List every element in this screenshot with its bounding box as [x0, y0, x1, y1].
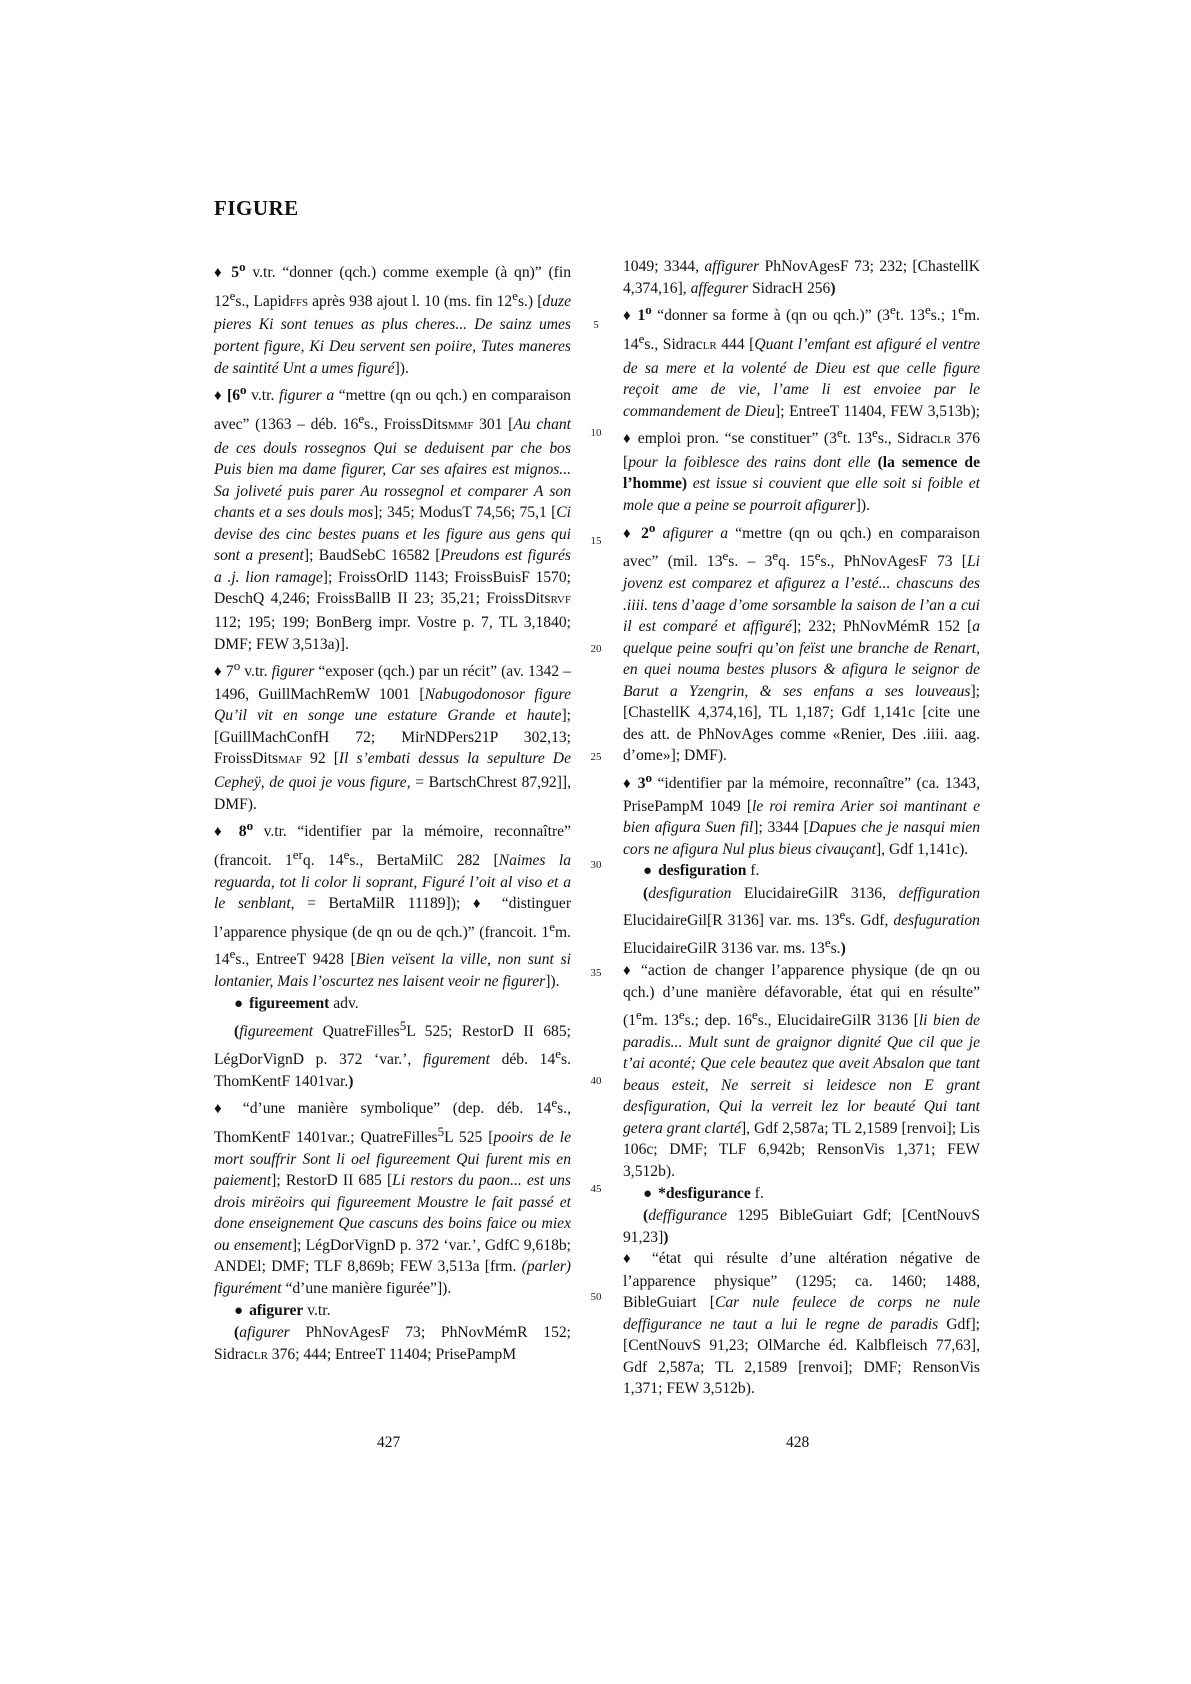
citation-quote: duze pieres Ki sont tenues as plus cheres... De sainz umes portent figure, Ki Deu servent sen poiire, Tutes maneres de saintité Unt a umes figuré — [214, 292, 571, 377]
forms-figureement: (figureement QuatreFilles$^5$L 525; RestorD II 685; LégDorVignD p. 372 ‘var.’, figurement déb. 14es. ThomKentF 1401var.) — [214, 1018, 572, 1090]
sense-label: [6$^o$ — [227, 382, 247, 405]
line-number: 10 — [590, 427, 602, 439]
line-number: 40 — [590, 1075, 602, 1087]
bullet-icon: ● — [643, 1185, 653, 1202]
sense-label: 2$^o$ — [641, 519, 656, 542]
forms-desfigurance: (deffigurance 1295 BibleGuiart Gdf; [CentNouvS 91,23]) — [623, 1207, 980, 1246]
left-column — [214, 256, 571, 1367]
line-number: 35 — [590, 967, 602, 979]
small-diamond-icon: ♦ — [472, 896, 490, 913]
subentry-headword: afigurer — [249, 1301, 304, 1319]
bullet-icon: ● — [234, 995, 244, 1012]
afigurer-sense-1: ♦ 1$^o$ “donner sa forme à (qn ou qch.)” (3et. 13es.; 1em. 14es., SidracLR 444 [Quant l’emfant est afiguré el ventre de sa mere et la volenté de Dieu est que celle figure reçoit ame de vie, l’ame li est envoiee par le commandement de Dieu]; EntreeT 11404, FEW 3,513b); ♦ emploi pron. “se constituer” (3et. 13es., SidracLR 376 [pour la foiblesce des rains dont elle (la semence de l’homme) est issue si couvient que elle soit si foible et mole que a peine se pourroit afigurer]). — [623, 302, 981, 515]
sense-6: ♦ [6$^o$ v.tr. figurer a “mettre (qn ou qch.) en comparaison avec” (1363 – déb. 16es., FroissDitsMMF 301 [Au chant de ces douls rossegnos Qui se deduisent par che bos Puis bien ma dame figurer, Car ses afaires est mignos... Sa joliveté puis parer Au rossegnol et comparer A son chants et a ses douls mos]; 345; ModusT 74,56; 75,1 [Ci devise des cinc bestes puans et les figure aus gens qui sont a present]; BaudSebC 16582 [Preudons est figurés a .j. lion ramage]; FroissOrlD 1143; FroissBuisF 1570; DeschQ 4,246; FroissBallB II 23; 35,21; FroissDitsRVF 112; 195; 199; BonBerg impr. Vostre p. 7, TL 3,1840; DMF; FEW 3,513a)]. — [214, 382, 572, 653]
afigurer-sense-3: ♦ 3$^o$ “identifier par la mémoire, reconnaître” (ca. 1343, PrisePampM 1049 [le roi remira Arier soi mantinant e bien afigura Suen fil]; 3344 [Dapues che je nasqui mien cors ne afigura Nul plus bieus civauçant], Gdf 1,141c). — [623, 769, 981, 858]
sense-8: ♦ 8$^o$ v.tr. “identifier par la mémoire, reconnaître” (francoit. 1erq. 14es., BertaMilC 282 [Naimes la reguarda, tot li color li soprant, Figuré l’oit al viso et a le senblant, = BertaMilR 11189]); ♦ “distinguer l’apparence physique (de qn ou de qch.)” (francoit. 1em. 14es., EntreeT 9428 [Bien veïsent la ville, non sunt si lontanier, Mais l’oscurtez nes laisent veoir ne figurer]). — [214, 818, 572, 991]
subentry-figureement: ● figureement adv. — [234, 994, 359, 1012]
def-desfiguration: ♦ “action de changer l’apparence physique (de qn ou qch.) d’une manière défavorable, état qui en résulte” (1em. 13es.; dep. 16es., ElucidaireGilR 3136 [li bien de paradis... Mult sunt de graignor dignité Que cil que je t’ai aconté; Que cele beautez que aveit Absalon que tant beaus esteit, Ne serreit si leidesce non E grant desfiguration, Qui la verreit lez lor beauté Qui tant getera grant clarté], Gdf 2,587a; TL 2,1589 [renvoi]; Lis 106c; DMF; TLF 6,942b; RensonVis 1,371; FEW 3,512b). — [623, 961, 980, 1181]
forms-afigurer-cont: 1049; 3344, affigurer PhNovAgesF 73; 232; [ChastellK 4,374,16], affegurer SidracH 256) — [623, 258, 980, 297]
small-diamond-icon: ♦ — [623, 431, 633, 448]
subentry-desfigurance: ● *desfigurance f. — [643, 1184, 764, 1202]
diamond-icon: ♦ — [214, 824, 229, 841]
def-figureement: ♦ “d’une manière symbolique” (dep. déb. 14es., ThomKentF 1401var.; QuatreFilles$^5$L 525 [pooirs de le mort souffrir Sont li oel figureement Qui furent mis en paiement]; RestorD II 685 [Li restors du paon... est uns drois mirëoirs qui figureement Moustre le fait passé et done enseignement Que cascuns des boins faice ou miex ou ensement]; LégDorVignD p. 372 ‘var.’, GdfC 9,618b; ANDEl; DMF; TLF 8,869b; FEW 3,513a [frm. (parler) figurément “d’une manière figurée”]). — [214, 1095, 572, 1297]
sense-label: 3$^o$ — [637, 769, 653, 793]
page-title: FIGURE — [214, 196, 299, 220]
subentry-afigurer: ● afigurer v.tr. — [234, 1301, 331, 1319]
line-number: 15 — [590, 535, 602, 547]
right-column — [623, 256, 980, 1400]
bullet-icon: ● — [643, 863, 653, 880]
diamond-icon: ♦ — [623, 525, 634, 542]
afigurer-sense-2: ♦ 2$^o$ afigurer a “mettre (qn ou qch.) en comparaison avec” (mil. 13es. – 3eq. 15es., PhNovAgesF 73 [Li jovenz est comparez et afigurez a l’esté... chascuns des .iiii. tens d’aage d’ome sorsamble la saison de l’an a cui il est comparé et affiguré]; 232; PhNovMémR 152 [a quelque peine soufri qu’on feïst une branche de Renart, en quei nouma bestes plusors & afigura le seignor de Barut a Yzengrin, & ses enfans a ses louveaus]; [ChastellK 4,374,16], TL 1,187; Gdf 1,141c [cite une des att. de PhNovAges comme «Renier, Des .iiii. aag. d’ome»]; DMF). — [623, 519, 981, 765]
sense-label: 8$^o$ — [238, 818, 254, 841]
line-number: 5 — [593, 319, 599, 331]
diamond-icon: ♦ — [623, 776, 633, 793]
page-number-right: 428 — [786, 1434, 810, 1451]
forms-desfiguration: (desfiguration ElucidaireGilR 3136, deffiguration ElucidaireGil[R 3136] var. ms. 13es. Gdf, desfuguration ElucidaireGilR 3136 var. ms. 13es.) — [623, 884, 980, 958]
diamond-icon: ♦ — [623, 308, 633, 325]
subentry-headword: desfiguration — [658, 862, 747, 880]
bullet-icon: ● — [234, 1302, 244, 1319]
sense-5: ♦ 5$^o$ v.tr. “donner (qch.) comme exemple (à qn)” (fin 12es., LapidFFS après 938 ajout l. 10 (ms. fin 12es.) [duze pieres Ki sont tenues as plus cheres... De sainz umes portent figure, Ki Deu servent sen poiire, Tutes maneres de saintité Unt a umes figuré]). — [214, 259, 572, 377]
subentry-headword: *desfigurance — [658, 1184, 751, 1202]
sense-label: 1$^o$ — [637, 302, 652, 325]
diamond-icon: ♦ — [214, 388, 223, 405]
sense-label: 5$^o$ — [231, 259, 246, 282]
sense-7: ♦ 7$^o$ v.tr. figurer “exposer (qch.) par un récit” (av. 1342 – 1496, GuillMachRemW 1001 [Nabugodonosor figure Qu’il vit en songe une estature Grande et haute]; [GuillMachConfH 72; MirNDPers21P 302,13; FroissDitsMAF 92 [Il s’embati dessus la sepulture De Cepheÿ, de quoi je vous figure, = BartschChrest 87,92]], DMF). — [214, 658, 572, 813]
diamond-icon: ♦ — [623, 962, 634, 979]
forms-afigurer: (afigurer PhNovAgesF 73; PhNovMémR 152; SidracLR 376; 444; EntreeT 11404; PrisePampM — [214, 1324, 571, 1363]
diamond-icon: ♦ — [214, 265, 225, 282]
line-number: 45 — [590, 1183, 602, 1195]
line-number: 50 — [590, 1291, 602, 1303]
subentry-headword: figureement — [249, 994, 330, 1012]
line-number: 30 — [590, 859, 602, 871]
diamond-icon: ♦ — [214, 1101, 231, 1118]
line-number: 20 — [590, 643, 602, 655]
line-number: 25 — [590, 751, 602, 763]
def-desfigurance: ♦ “état qui résulte d’une altération négative de l’apparence physique” (1295; ca. 1460; 1488, BibleGuiart [Car nule feulece de corps ne nule deffigurance ne taut a lui le regne de paradis Gdf]; [CentNouvS 91,23; OlMarche éd. Kalbfleisch 77,63], Gdf 2,587a; TL 2,1589 [renvoi]; DMF; RensonVis 1,371; FEW 3,512b). — [623, 1250, 981, 1398]
page-number-left: 427 — [377, 1434, 401, 1451]
diamond-icon: ♦ — [214, 664, 222, 681]
diamond-icon: ♦ — [623, 1251, 640, 1268]
subentry-desfiguration: ● desfiguration f. — [643, 862, 760, 880]
